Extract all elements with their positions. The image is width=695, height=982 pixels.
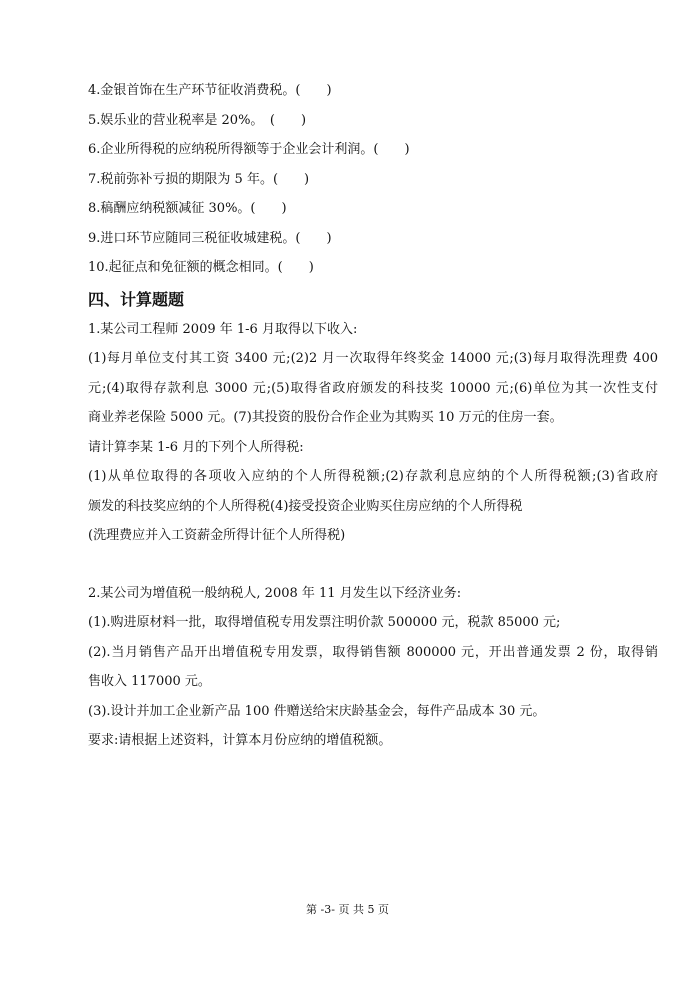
question-2-item-2-line-2: 售收入 117000 元。 bbox=[88, 674, 211, 689]
question-2-title: 2.某公司为增值税一般纳税人, 2008 年 11 月发生以下经济业务: bbox=[88, 585, 462, 601]
section-heading: 四、计算题题 bbox=[88, 289, 185, 309]
question-2-item-2-line-1: (2).当月销售产品开出增值税专用发票，取得销售额 800000 元，开出普通发票 2 份，取得销 bbox=[88, 644, 658, 660]
question-2-item-1: (1).购进原材料一批，取得增值税专用发票注明价款 500000 元，税款 85000 元; bbox=[88, 615, 561, 630]
page-content bbox=[88, 76, 658, 756]
question-1-body-line-2: 元;(4)取得存款利息 3000 元;(5)取得省政府颁发的科技奖 10000 元;(6)单位为其一次性支付 bbox=[88, 380, 658, 396]
question-2-requirement: 要求:请根据上述资料，计算本月份应纳的增值税额。 bbox=[88, 733, 392, 748]
judgment-item-9: 9.进口环节应随同三税征收城建税。( ) bbox=[88, 230, 332, 246]
question-1-body-line-1: (1)每月单位支付其工资 3400 元;(2)2 月一次取得年终奖金 14000 元;(3)每月取得洗理费 400 bbox=[88, 351, 658, 366]
question-1-request-line-1: (1)从单位取得的各项收入应纳的个人所得税额;(2)存款利息应纳的个人所得税额;(3)省政府 bbox=[88, 469, 658, 484]
page-footer: 第 -3- 页 共 5 页 bbox=[306, 903, 389, 916]
question-1-request: 请计算李某 1-6 月的下列个人所得税: bbox=[88, 439, 304, 455]
judgment-item-10: 10.起征点和免征额的概念相同。( ) bbox=[88, 260, 314, 275]
judgment-item-4: 4.金银首饰在生产环节征收消费税。( ) bbox=[88, 83, 332, 98]
question-1-note: (洗理费应并入工资薪金所得计征个人所得税) bbox=[88, 528, 346, 543]
judgment-item-8: 8.稿酬应纳税额减征 30%。( ) bbox=[88, 201, 287, 216]
question-1-request-line-2: 颁发的科技奖应纳的个人所得税(4)接受投资企业购买住房应纳的个人所得税 bbox=[88, 498, 523, 514]
judgment-item-5: 5.娱乐业的营业税率是 20%。 ( ) bbox=[88, 112, 307, 128]
paragraph-gap bbox=[88, 551, 658, 579]
question-2-item-3: (3).设计并加工企业新产品 100 件赠送给宋庆龄基金会，每件产品成本 30 元。 bbox=[88, 703, 546, 719]
question-1-body-line-3: 商业养老保险 5000 元。(7)其投资的股份合作企业为其购买 10 万元的住房一套。 bbox=[88, 410, 563, 425]
judgment-item-7: 7.税前弥补亏损的期限为 5 年。( ) bbox=[88, 171, 310, 187]
judgment-item-6: 6.企业所得税的应纳税所得额等于企业会计利润。( ) bbox=[88, 142, 410, 157]
question-1-title: 1.某公司工程师 2009 年 1-6 月取得以下收入: bbox=[88, 321, 358, 337]
